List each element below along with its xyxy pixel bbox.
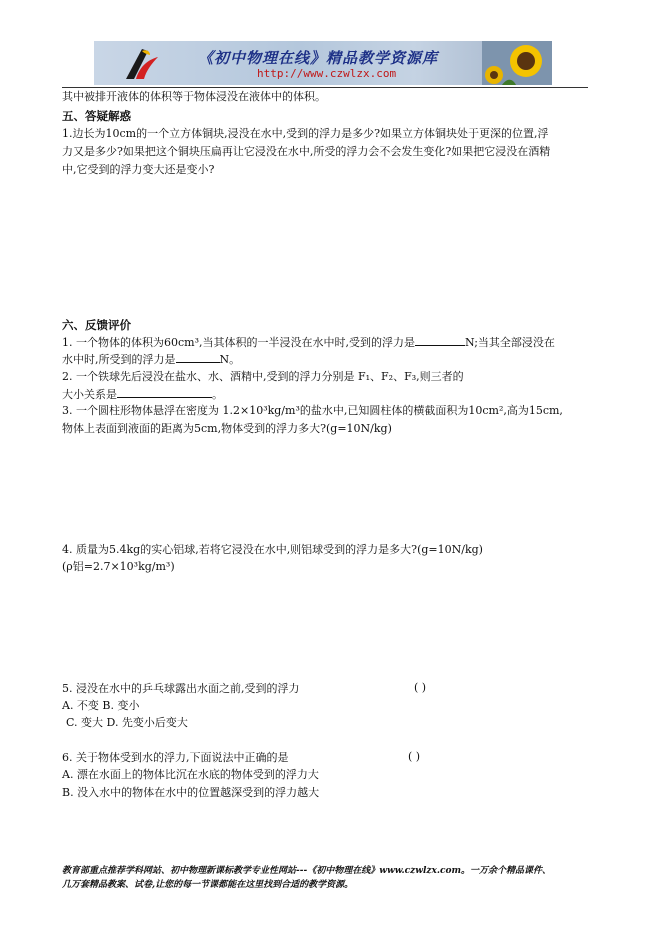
intro-line: 其中被排开液体的体积等于物体浸没在液体中的体积。 — [62, 90, 326, 103]
s6-q2-text-c: 。 — [212, 388, 223, 401]
header-banner — [94, 41, 552, 85]
s6-q1-text-d: N。 — [219, 353, 241, 366]
s6-q4-line1: 4. 质量为5.4kg的实心铝球,若将它浸没在水中,则铝球受到的浮力是多大?(g=10N/kg) — [62, 543, 483, 556]
s6-q6-option-b: B. 没入水中的物体在水中的位置越深受到的浮力越大 — [62, 786, 320, 799]
s6-q1-text-b: N;当其全部浸没在 — [464, 336, 555, 349]
s6-q2-line2 — [62, 386, 223, 403]
section6-heading: 六、反馈评价 — [62, 318, 131, 332]
s6-q2-line1: 2. 一个铁球先后浸没在盐水、水、酒精中,受到的浮力分别是 F₁、F₂、F₃,则三者的 — [62, 370, 464, 383]
s6-q4-line2: (ρ铝=2.7×10³kg/m³) — [62, 560, 175, 573]
site-logo — [120, 45, 160, 83]
header-rule — [62, 87, 588, 88]
s6-q1-line2 — [62, 351, 240, 368]
s5-q1-line3: 中,它受到的浮力变大还是变小? — [62, 163, 215, 176]
s5-q1-line1: 1.边长为10cm的一个立方体铜块,浸没在水中,受到的浮力是多少?如果立方体铜块处于更深的位置,浮 — [62, 127, 549, 140]
s5-q1-line2: 力又是多少?如果把这个铜块压扁再让它浸没在水中,所受的浮力会不会发生变化?如果把它浸没在酒精 — [62, 145, 551, 158]
footer-line1: 教育部重点推荐学科网站、初中物理新课标教学专业性网站---《初中物理在线》www.czwlzx.com。一万余个精品课件、 — [62, 866, 552, 876]
s6-q6: 6. 关于物体受到水的浮力,下面说法中正确的是 — [62, 751, 289, 764]
answer-blank-1[interactable] — [415, 334, 465, 346]
sunflower-image — [482, 41, 552, 85]
s6-q2-text-b: 大小关系是 — [62, 388, 117, 401]
s6-q3-line1: 3. 一个圆柱形物体悬浮在密度为 1.2×10³kg/m³的盐水中,已知圆柱体的横截面积为10cm²,高为15cm, — [62, 404, 563, 417]
answer-blank-2[interactable] — [176, 351, 220, 363]
s6-q5-answer-paren[interactable]: ( ) — [414, 681, 427, 694]
s6-q1-text-a: 1. 一个物体的体积为60cm³,当其体积的一半浸没在水中时,受到的浮力是 — [62, 336, 415, 349]
banner-url: http://www.czwlzx.com — [257, 67, 397, 80]
footer-line2: 几万套精品教案、试卷,让您的每一节课都能在这里找到合适的教学资源。 — [62, 880, 354, 890]
s6-q6-option-a: A. 漂在水面上的物体比沉在水底的物体受到的浮力大 — [62, 768, 319, 781]
section5-heading: 五、答疑解惑 — [62, 109, 131, 123]
s6-q5-options-cd: C. 变大 D. 先变小后变大 — [66, 716, 188, 729]
s6-q5: 5. 浸没在水中的乒乓球露出水面之前,受到的浮力 — [62, 682, 300, 695]
answer-blank-3[interactable] — [117, 386, 212, 398]
s6-q3-line2: 物体上表面到液面的距离为5cm,物体受到的浮力多大?(g=10N/kg) — [62, 422, 392, 435]
banner-title: 《初中物理在线》精品教学资源库 — [198, 49, 439, 67]
s6-q1-text-c: 水中时,所受到的浮力是 — [62, 353, 176, 366]
s6-q5-options-ab: A. 不变 B. 变小 — [62, 699, 140, 712]
s6-q1-line1 — [62, 334, 555, 351]
s6-q6-answer-paren[interactable]: ( ) — [408, 750, 421, 763]
